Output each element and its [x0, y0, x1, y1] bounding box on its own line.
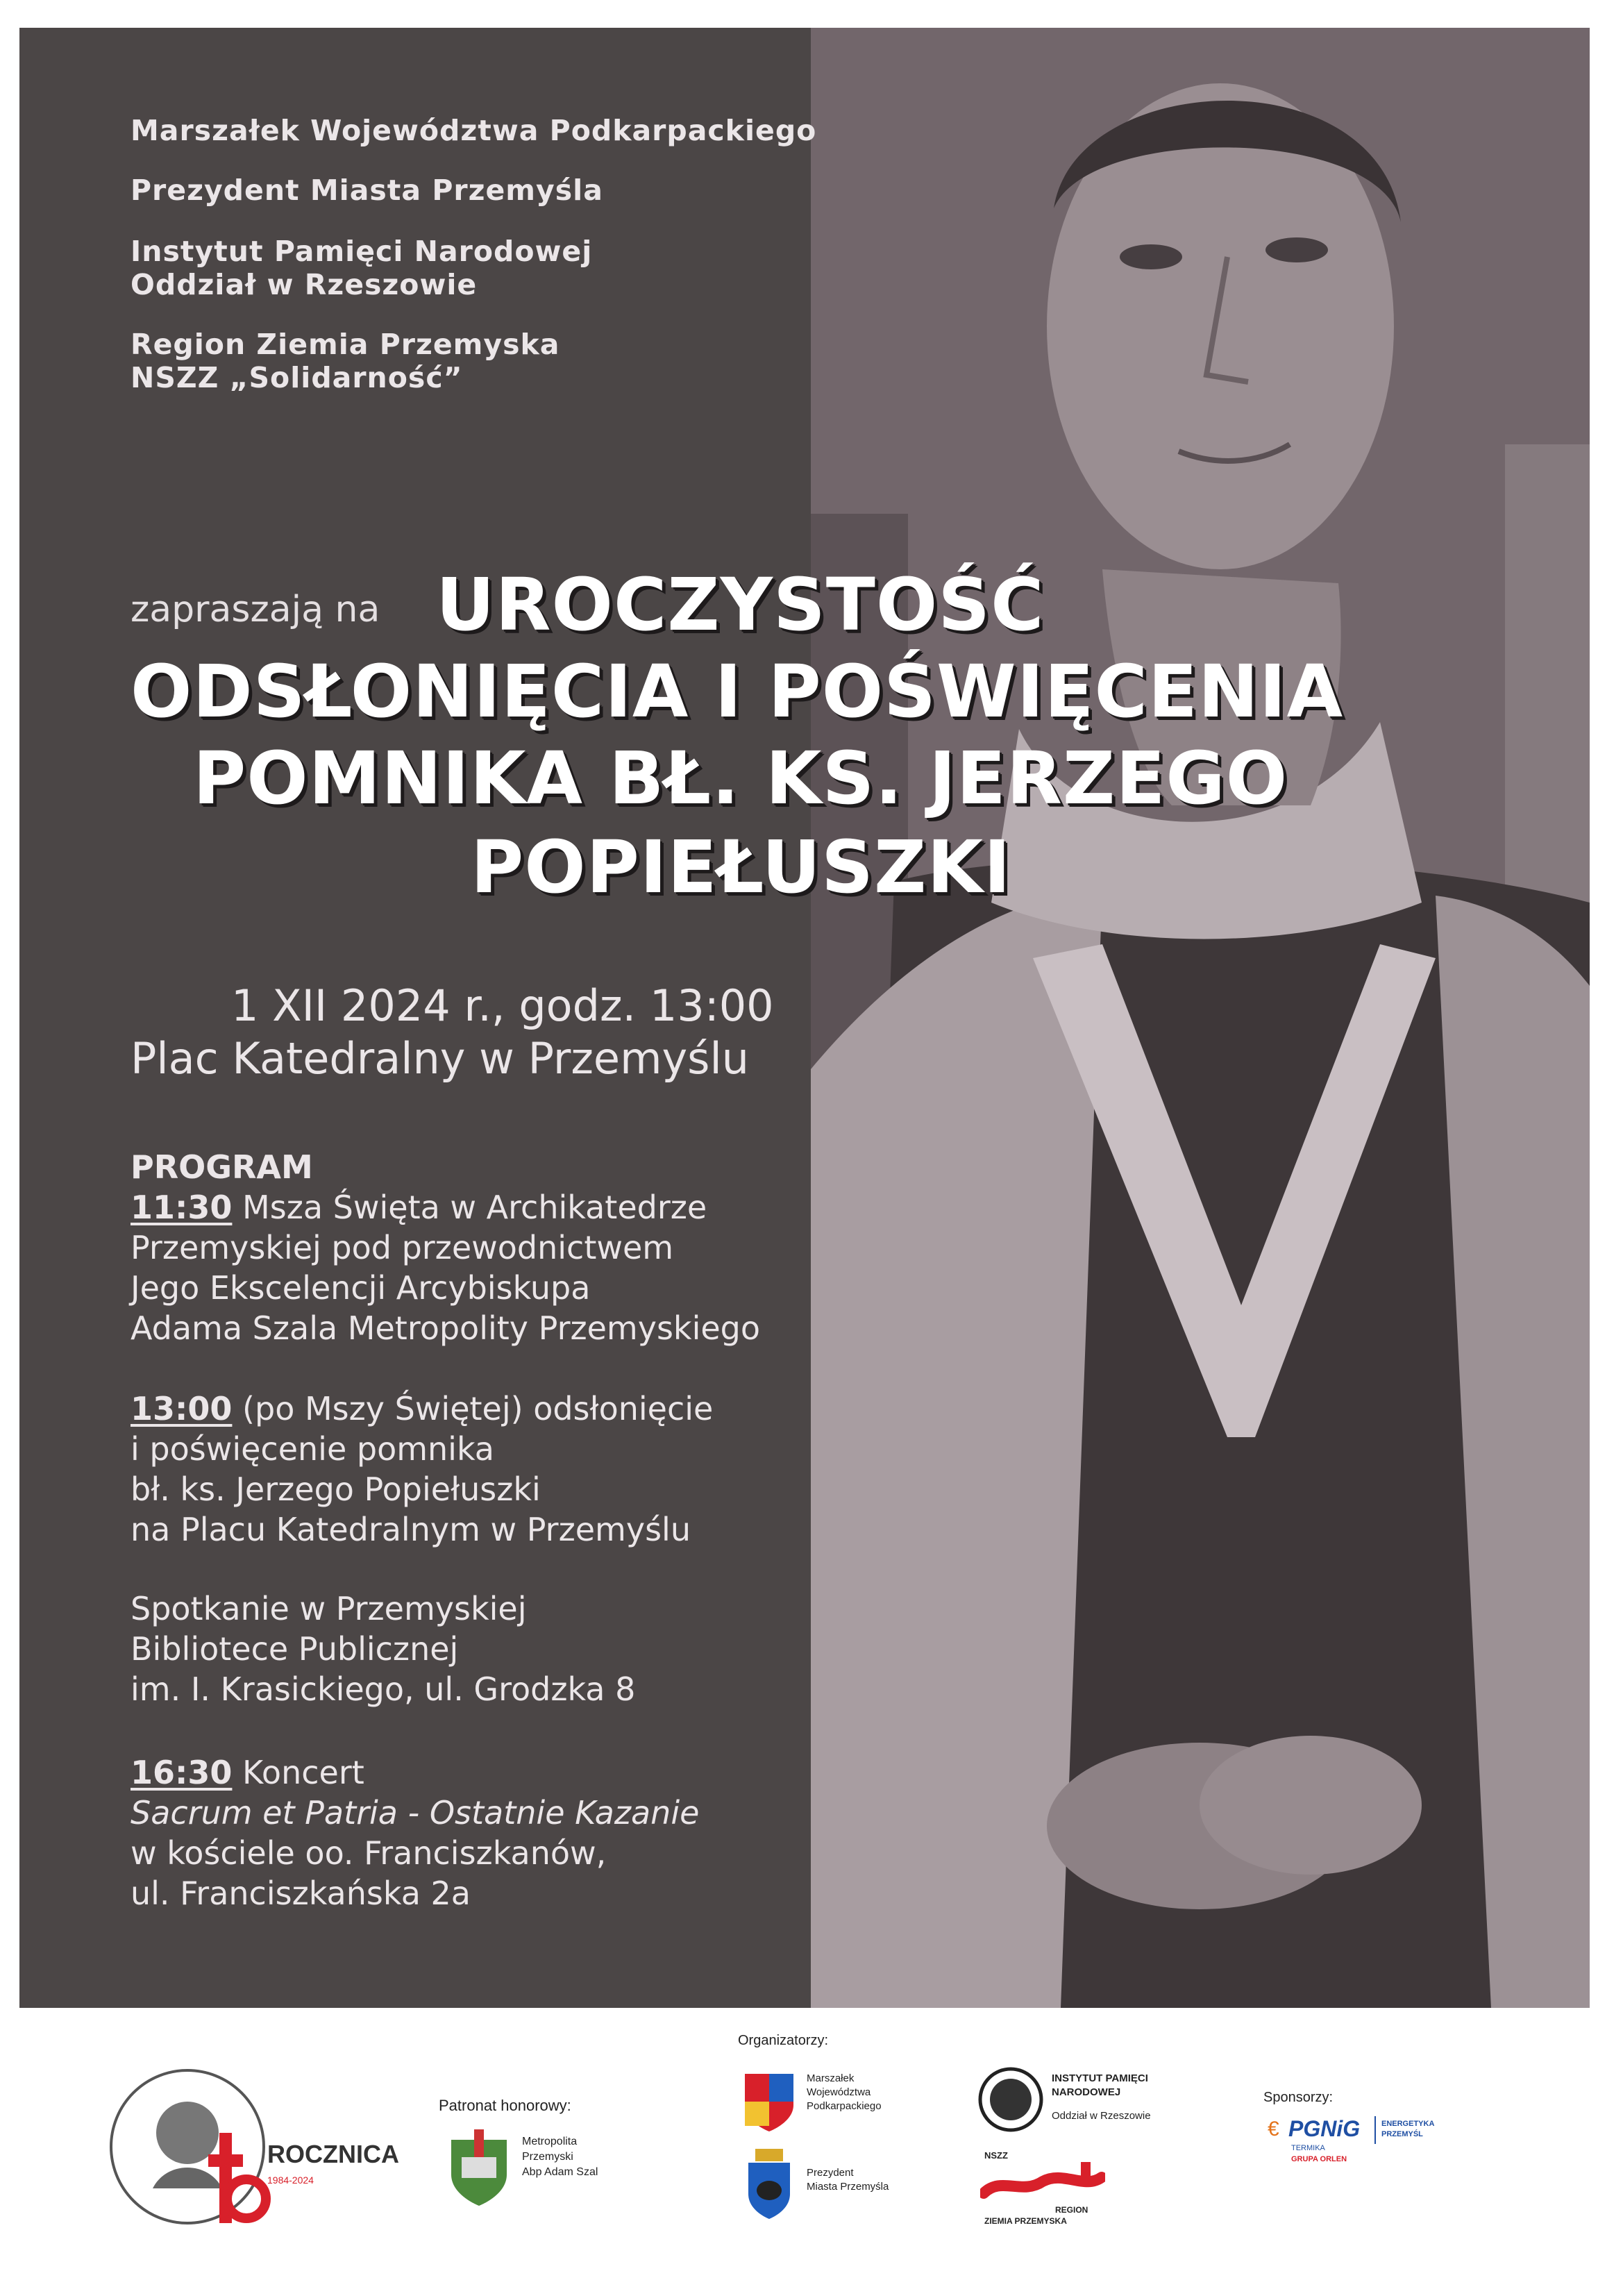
solidarnosc-nszz: NSZZ — [984, 2150, 1008, 2161]
organizer-ipn: Instytut Pamięci Narodowej — [131, 235, 593, 268]
org-ipn-line: INSTYTUT PAMIĘCI — [1052, 2072, 1148, 2084]
program-item-1-line: Adama Szala Metropolity Przemyskiego — [131, 1309, 760, 1347]
program-item-4-text: Koncert — [232, 1754, 364, 1791]
solidarnosc-ziemia: ZIEMIA PRZEMYSKA — [984, 2216, 1067, 2226]
archbishop-coat-of-arms-icon — [441, 2126, 517, 2209]
program-item-1-line: Jego Ekscelencji Arcybiskupa — [131, 1269, 591, 1307]
organizer-region: Region Ziemia Przemyska — [131, 328, 560, 361]
pgnig-flame-icon: € — [1268, 2118, 1279, 2140]
sponsor-pgnig: PGNiG — [1288, 2116, 1361, 2141]
title-line-2: ODSŁONIĘCIA I POŚWIĘCENIA — [131, 649, 1344, 734]
org-marszalek — [807, 2072, 882, 2113]
concert-title: Sacrum et Patria - Ostatnie Kazanie — [131, 1794, 700, 1832]
organizers-label: Organizatorzy: — [738, 2033, 829, 2048]
sponsor-energetyka-line: ENERGETYKA — [1381, 2120, 1435, 2128]
sponsor-pgnig-orlen: GRUPA ORLEN — [1291, 2155, 1347, 2163]
title-line-1: UROCZYSTOŚĆ — [436, 562, 1045, 647]
portrait-illustration — [811, 28, 1590, 2008]
przemysl-coat-of-arms-icon — [741, 2145, 797, 2222]
patronat-name-line: Abp Adam Szal — [522, 2166, 598, 2178]
program-time-1: 11:30 — [131, 1189, 233, 1226]
anniversary-years: 1984-2024 — [267, 2175, 314, 2186]
program-time-2: 13:00 — [131, 1390, 233, 1427]
program-item-2-line: i poświęcenie pomnika — [131, 1430, 494, 1468]
program-item-1-text: Msza Święta w Archikatedrze — [232, 1189, 707, 1226]
program-item-3-line: Bibliotece Publicznej — [131, 1630, 459, 1668]
org-prezydent-line: Miasta Przemyśla — [807, 2181, 889, 2193]
ipn-seal-icon — [977, 2066, 1044, 2133]
organizer-ipn-branch: Oddział w Rzeszowie — [131, 268, 478, 301]
patronat-name-line: Przemyski — [522, 2151, 573, 2163]
event-date: 1 XII 2024 r., godz. 13:00 — [231, 980, 774, 1031]
org-ipn-line: NARODOWEJ — [1052, 2086, 1121, 2098]
program-item-4-line: ul. Franciszkańska 2a — [131, 1875, 471, 1912]
program-item-3-line: Spotkanie w Przemyskiej — [131, 1590, 527, 1627]
patronat-label: Patronat honorowy: — [439, 2097, 571, 2114]
program-item-3 — [131, 1589, 635, 1709]
program-item-2-text: (po Mszy Świętej) odsłonięcie — [232, 1390, 714, 1427]
program-time-4: 16:30 — [131, 1754, 233, 1791]
sponsors-label: Sponsorzy: — [1263, 2090, 1334, 2105]
invite-label: zapraszają na — [131, 589, 380, 630]
solidarnosc-logo-icon — [980, 2162, 1105, 2205]
sponsor-pgnig-termika: TERMIKA — [1291, 2144, 1325, 2152]
program-item-2-line: bł. ks. Jerzego Popiełuszki — [131, 1470, 541, 1508]
anniversary-logo-text: ROCZNICA — [267, 2140, 399, 2168]
patronat-name — [522, 2134, 598, 2180]
program-heading: PROGRAM — [131, 1148, 313, 1186]
event-place: Plac Katedralny w Przemyślu — [131, 1033, 749, 1084]
organizer-prezydent: Prezydent Miasta Przemyśla — [131, 174, 603, 207]
program-item-2 — [131, 1389, 713, 1550]
org-ipn-line: Oddział w Rzeszowie — [1052, 2110, 1151, 2122]
program-item-2-line: na Placu Katedralnym w Przemyślu — [131, 1511, 691, 1548]
org-prezydent-line: Prezydent — [807, 2167, 854, 2179]
title-line-3: POMNIKA BŁ. KS. JERZEGO — [193, 736, 1288, 821]
program-item-4 — [131, 1752, 699, 1913]
program-item-1 — [131, 1187, 760, 1348]
org-prezydent — [807, 2166, 889, 2194]
org-marszalek-line: Podkarpackiego — [807, 2100, 882, 2112]
title-line-4: POPIEŁUSZKI — [471, 825, 1011, 910]
org-ipn — [1052, 2072, 1151, 2123]
org-marszalek-line: Województwa — [807, 2086, 871, 2098]
solidarnosc-region: REGION — [1055, 2205, 1088, 2215]
poster-panel — [19, 28, 1590, 2008]
org-marszalek-line: Marszałek — [807, 2072, 855, 2084]
logos-footer — [0, 2008, 1623, 2296]
podkarpackie-coat-of-arms-icon — [741, 2070, 797, 2133]
program-item-1-line: Przemyskiej pod przewodnictwem — [131, 1229, 674, 1266]
program-item-4-line: w kościele oo. Franciszkanów, — [131, 1834, 607, 1872]
program-item-3-line: im. I. Krasickiego, ul. Grodzka 8 — [131, 1670, 636, 1708]
sponsor-divider — [1374, 2116, 1376, 2144]
priest-portrait-photo — [811, 28, 1590, 2008]
sponsor-energetyka-line: PRZEMYŚL — [1381, 2130, 1423, 2138]
patronat-name-line: Metropolita — [522, 2136, 578, 2147]
sponsor-energetyka — [1381, 2119, 1434, 2140]
organizer-solidarnosc: NSZZ „Solidarność” — [131, 361, 463, 394]
organizer-marszalek: Marszałek Województwa Podkarpackiego — [131, 114, 817, 147]
